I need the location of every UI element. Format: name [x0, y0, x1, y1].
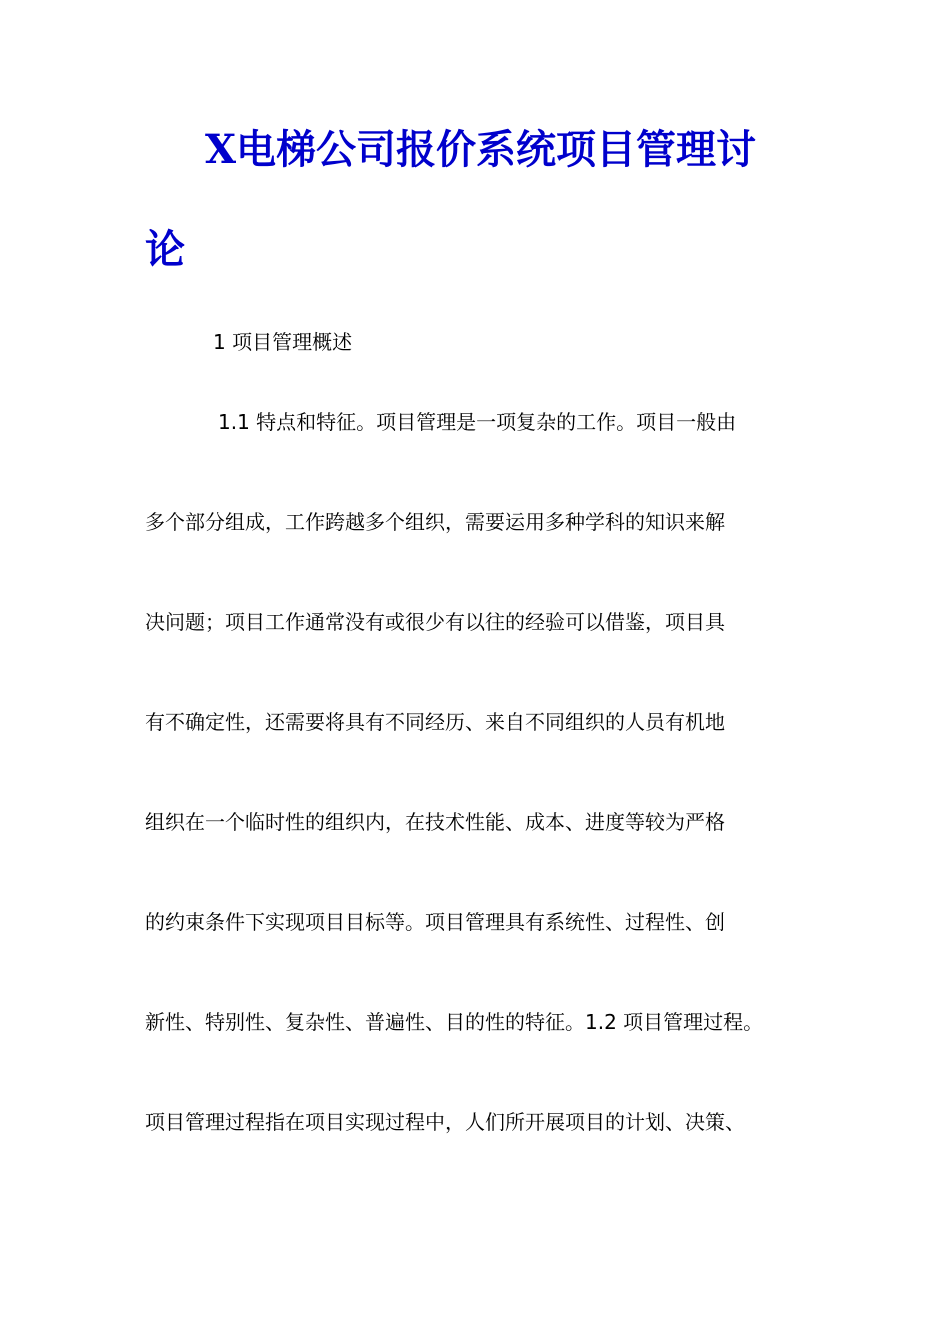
body-line-1: 1.1 特点和特征。项目管理是一项复杂的工作。项目一般由 [218, 410, 737, 434]
section-heading: 1 项目管理概述 [213, 330, 353, 354]
body-line-7: 新性、特别性、复杂性、普遍性、目的性的特征。1.2 项目管理过程。 [145, 1010, 764, 1034]
body-line-2: 多个部分组成，工作跨越多个组织，需要运用多种学科的知识来解 [145, 510, 725, 534]
body-line-4: 有不确定性，还需要将具有不同经历、来自不同组织的人员有机地 [145, 710, 725, 734]
document-title-line-1: X电梯公司报价系统项目管理讨 [205, 126, 757, 173]
document-title-line-2: 论 [145, 226, 185, 273]
body-line-5: 组织在一个临时性的组织内，在技术性能、成本、进度等较为严格 [145, 810, 725, 834]
body-line-8: 项目管理过程指在项目实现过程中，人们所开展项目的计划、决策、 [145, 1110, 745, 1134]
body-line-3: 决问题；项目工作通常没有或很少有以往的经验可以借鉴，项目具 [145, 610, 725, 634]
body-line-6: 的约束条件下实现项目目标等。项目管理具有系统性、过程性、创 [145, 910, 725, 934]
